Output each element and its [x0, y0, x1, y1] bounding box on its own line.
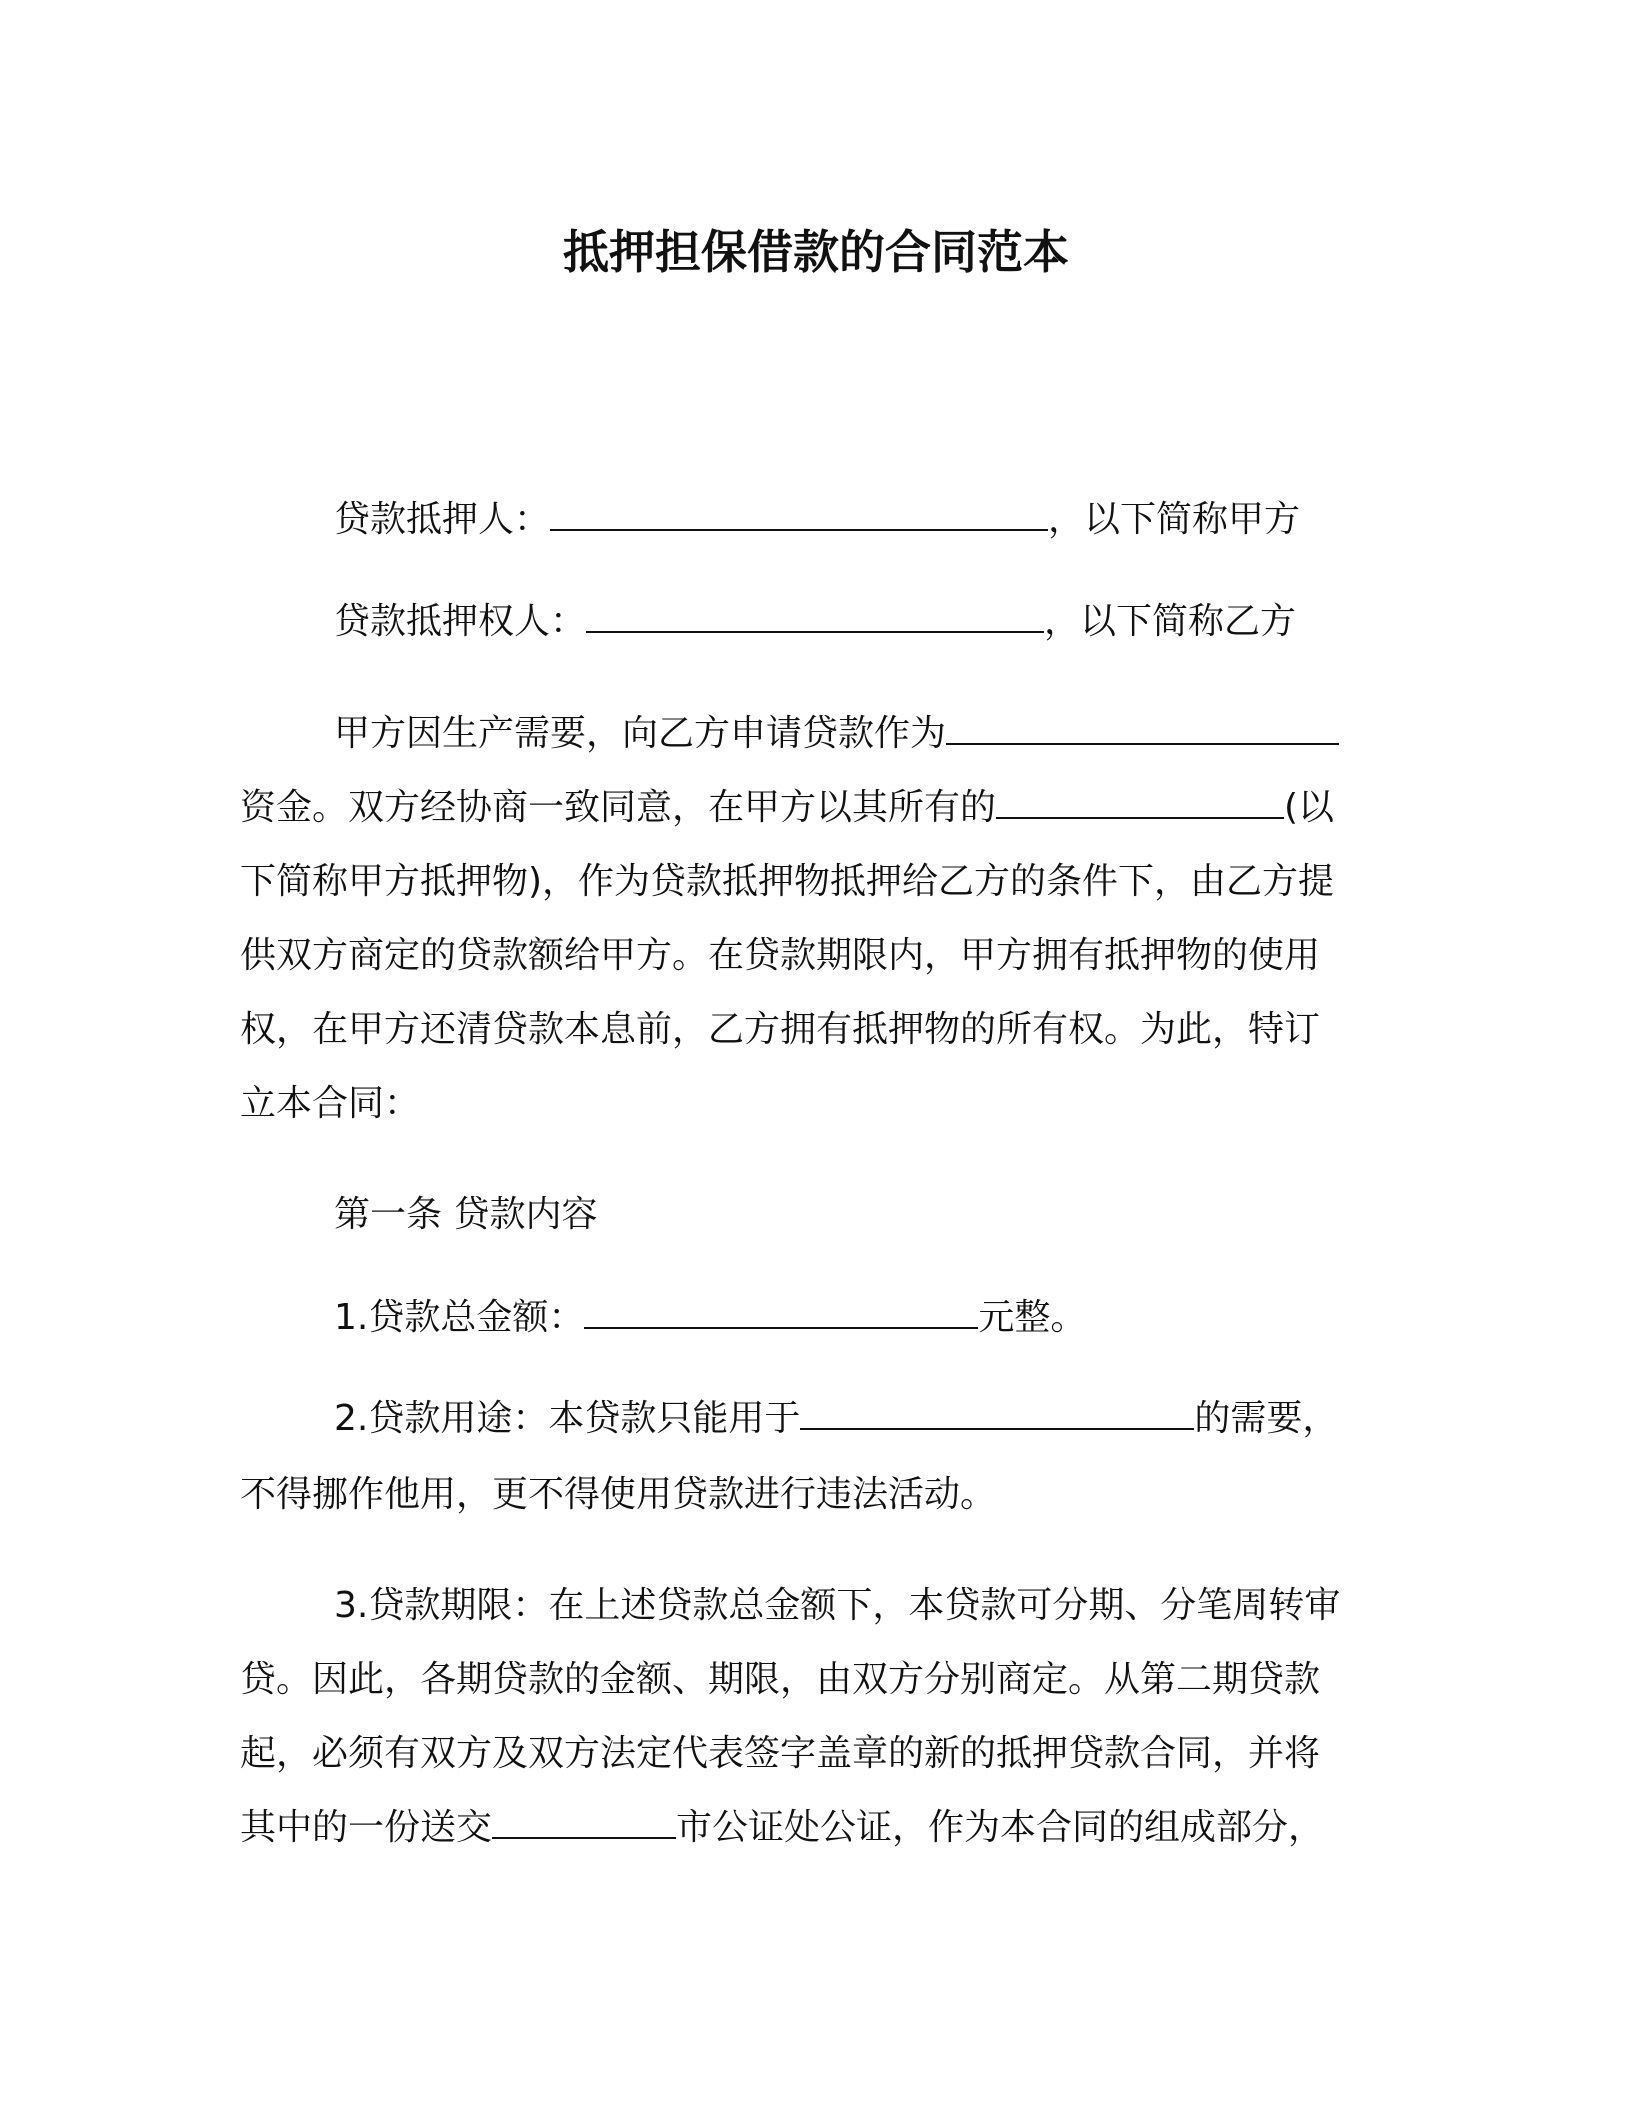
- loan-amount-blank: [584, 1321, 978, 1329]
- article-1-item-1: [334, 1293, 1474, 1343]
- party-a-suffix: ，以下简称甲方: [1048, 499, 1301, 540]
- article-1-item-3-line-2: 贷。因此，各期贷款的金额、期限，由双方分别商定。从第二期贷款: [240, 1659, 1321, 1700]
- preamble-line-5: 权，在甲方还清贷款本息前，乙方拥有抵押物的所有权。为此，特订: [240, 1009, 1321, 1050]
- preamble-line-6: 立本合同：: [240, 1083, 421, 1124]
- loan-amount-label: 1.贷款总金额：: [334, 1297, 585, 1338]
- city-blank: [492, 1831, 676, 1839]
- preamble-line-1: [334, 709, 1474, 759]
- collateral-blank: [996, 811, 1284, 819]
- party-b-suffix: ，以下简称乙方: [1044, 601, 1297, 642]
- party-b-label: 贷款抵押权人：: [334, 601, 587, 642]
- preamble-text-2a: 资金。双方经协商一致同意，在甲方以其所有的: [240, 787, 997, 828]
- preamble-line-3: 下简称甲方抵押物)，作为贷款抵押物抵押给乙方的条件下，由乙方提: [240, 861, 1335, 902]
- article-1-heading: 第一条 贷款内容: [334, 1194, 598, 1235]
- party-a-blank: [550, 523, 1048, 531]
- preamble-line-4: 供双方商定的贷款额给甲方。在贷款期限内，甲方拥有抵押物的使用: [240, 935, 1321, 976]
- loan-use-label: 2.贷款用途：本贷款只能用于: [334, 1398, 801, 1439]
- preamble-line-2: [240, 783, 1380, 833]
- preamble-text-2b: (以: [1284, 787, 1335, 828]
- loan-use-suffix: 的需要，: [1194, 1398, 1339, 1439]
- article-1-item-3-line-4: [240, 1803, 1380, 1853]
- loan-use-blank: [800, 1422, 1194, 1430]
- preamble-text-1: 甲方因生产需要，向乙方申请贷款作为: [334, 713, 947, 754]
- party-b-line: [334, 597, 1474, 647]
- party-b-blank: [586, 625, 1044, 633]
- article-1-item-2-line-2: 不得挪作他用，更不得使用贷款进行违法活动。: [240, 1474, 997, 1515]
- article-1-item-3-line-1: 3.贷款期限：在上述贷款总金额下，本贷款可分期、分笔周转审: [334, 1585, 1341, 1626]
- party-a-line: [334, 495, 1474, 545]
- article-1-item-2: [334, 1394, 1474, 1444]
- document-title: 抵押担保借款的合同范本: [563, 225, 1069, 279]
- notary-text-b: 市公证处公证，作为本合同的组成部分，: [676, 1807, 1325, 1848]
- loan-amount-suffix: 元整。: [978, 1297, 1087, 1338]
- notary-text-a: 其中的一份送交: [240, 1807, 493, 1848]
- purpose-blank: [946, 737, 1339, 745]
- party-a-label: 贷款抵押人：: [334, 499, 551, 540]
- article-1-item-3-line-3: 起，必须有双方及双方法定代表签字盖章的新的抵押贷款合同，并将: [240, 1733, 1321, 1774]
